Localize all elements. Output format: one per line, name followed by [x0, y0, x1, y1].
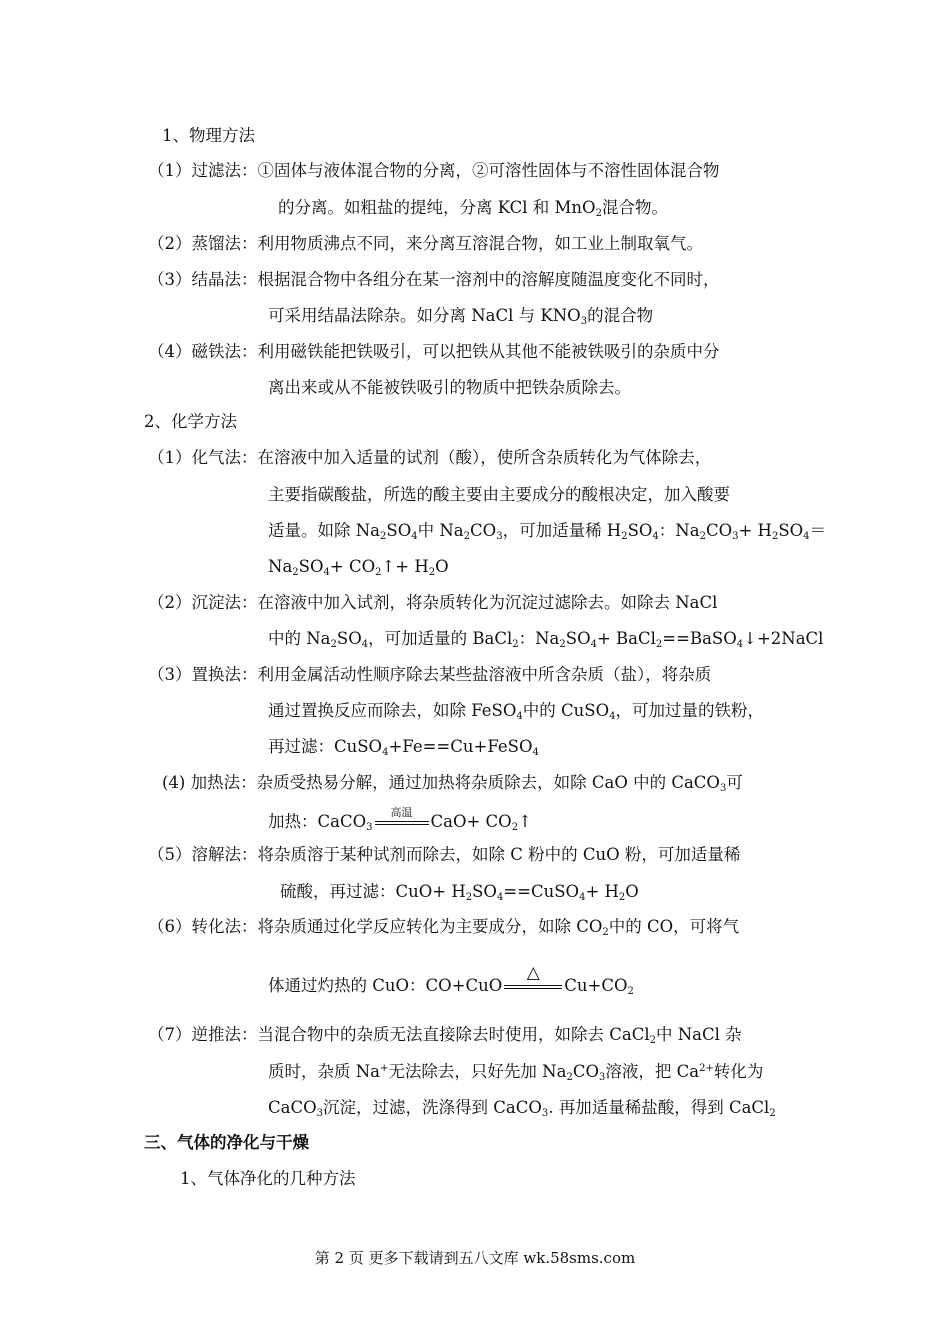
- filter-method-line-2: 的分离。如粗盐的提纯，分离 KCl 和 MnO$_2$混合物。: [278, 198, 668, 219]
- reverse-method-line-1: （7）逆推法：当混合物中的杂质无法直接除去时使用，如除去 CaCl$_2$中 NaCl 杂: [148, 1025, 742, 1046]
- gas-method-line-2: 主要指碳酸盐，所选的酸主要由主要成分的酸根决定，加入酸要: [268, 485, 730, 504]
- page-footer: 第 2 页 更多下载请到五八文库 wk.58sms.com: [314, 1249, 636, 1267]
- precipitate-method-line-2: 中的 $Na_2SO_4$，可加适量的 BaCl$_2$：$Na_2SO_4+$ BaCl$_2$==BaSO$_4$↓+2NaCl: [268, 629, 824, 650]
- gas-method-line-1: （1）化气法：在溶液中加入适量的试剂（酸），使所含杂质转化为气体除去，: [148, 448, 712, 467]
- displace-method-line-3: 再过滤：CuSO$_4$+Fe==Cu+FeSO$_4$: [268, 737, 539, 758]
- convert-method-line-1: （6）转化法：将杂质通过化学反应转化为主要成分，如除 $CO_2$中的 CO，可将气: [148, 917, 740, 938]
- gas-method-line-4: $Na_2SO_4+$ $CO_2↑+ H_2O$: [268, 557, 449, 578]
- heat-method-line-1: (4) 加热法：杂质受热易分解，通过加热将杂质除去，如除 CaO 中的 CaCO$_3$可: [162, 773, 743, 794]
- gas-method-line-3: 适量。如除 $Na_2SO_4$中 $Na_2CO_3$，可加适量稀 $H_2SO_4$：$Na_2CO_3+ H_2SO_4=$: [268, 521, 827, 542]
- crystal-method-line-2: 可采用结晶法除杂。如分离 NaCl 与 $KNO_3$的混合物: [268, 306, 654, 327]
- magnet-method-line-2: 离出来或从不能被铁吸引的物质中把铁杂质除去。: [268, 378, 631, 397]
- subsection-heading-gas-methods: 1、气体净化的几种方法: [180, 1169, 356, 1188]
- distill-method-line: （2）蒸馏法：利用物质沸点不同，来分离互溶混合物，如工业上制取氧气。: [148, 234, 703, 253]
- section-heading-chemical: 2、化学方法: [144, 412, 237, 431]
- convert-method-line-2: 体通过灼热的 CuO：CO+CuO △ $Cu+CO_2$: [268, 962, 634, 997]
- crystal-method-line-1: （3）结晶法：根据混合物中各组分在某一溶剂中的溶解度随温度变化不同时，: [148, 270, 720, 289]
- displace-method-line-1: （3）置换法：利用金属活动性顺序除去某些盐溶液中所含杂质（盐），将杂质: [148, 665, 712, 684]
- dissolve-method-line-2: 硫酸，再过滤：$CuO+ H_2SO_4==CuSO_4+ H_2O$: [280, 882, 639, 903]
- high-temp-condition-arrow: 高温: [375, 821, 429, 825]
- precipitate-method-line-1: （2）沉淀法：在溶液中加入试剂，将杂质转化为沉淀过滤除去。如除去 NaCl: [148, 593, 718, 612]
- reverse-method-line-2: 质时，杂质 Na+无法除去，只好先加 $Na_2CO_3$溶液，把 $Ca^{2+}$转化为: [268, 1062, 764, 1083]
- section-heading-gas-purification: 三、气体的净化与干燥: [144, 1133, 309, 1152]
- heat-condition-arrow: △: [504, 985, 562, 989]
- heat-method-line-2: 加热：CaCO$_3$ 高温 $CaO+ CO_2↑$: [268, 805, 532, 833]
- section-heading-physical: 1、物理方法: [162, 126, 255, 145]
- displace-method-line-2: 通过置换反应而除去，如除 FeSO$_4$中的 CuSO$_4$，可加过量的铁粉，: [268, 701, 764, 722]
- dissolve-method-line-1: （5）溶解法：将杂质溶于某种试剂而除去，如除 C 粉中的 CuO 粉，可加适量稀: [148, 845, 741, 864]
- reverse-method-line-3: CaCO$_3$沉淀，过滤，洗涤得到 CaCO$_3$. 再加适量稀盐酸，得到 CaCl$_2$: [268, 1098, 776, 1119]
- filter-method-line-1: （1）过滤法：①固体与液体混合物的分离，②可溶性固体与不溶性固体混合物: [148, 161, 720, 180]
- magnet-method-line-1: （4）磁铁法：利用磁铁能把铁吸引，可以把铁从其他不能被铁吸引的杂质中分: [148, 342, 720, 361]
